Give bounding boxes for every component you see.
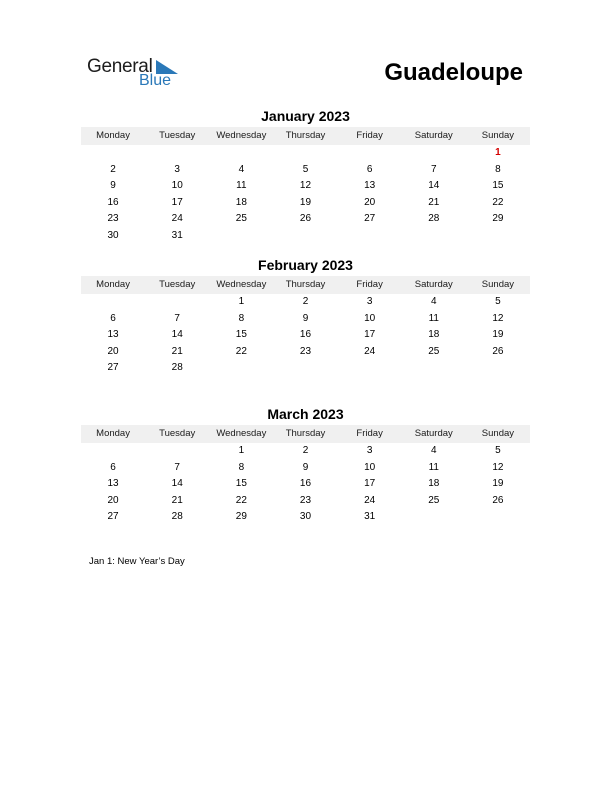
empty-day-cell (466, 509, 530, 526)
day-cell: 17 (171, 196, 183, 208)
weekday-header: Thursday (285, 428, 326, 439)
day-cell: 5 (302, 163, 309, 175)
day-cell: 30 (299, 511, 312, 523)
day-cell: 12 (492, 312, 504, 324)
empty-day-cell (402, 228, 466, 245)
logo-text-blue: Blue (139, 72, 172, 89)
weeks-grid (81, 294, 530, 377)
country-title: Guadeloupe (384, 59, 523, 86)
weekday-header: Monday (96, 428, 130, 439)
weekday-header: Thursday (285, 130, 326, 141)
day-cell: 20 (107, 494, 119, 506)
empty-day-cell (466, 228, 530, 245)
day-cell: 18 (428, 329, 440, 341)
weekday-header: Saturday (414, 428, 453, 439)
day-cell: 4 (430, 445, 437, 456)
logo-text-general: General (87, 56, 153, 77)
empty-day-cell (466, 360, 530, 377)
weekday-header: Wednesday (216, 130, 267, 141)
empty-day-cell (338, 360, 402, 377)
day-cell: 9 (110, 180, 116, 192)
day-cell: 18 (235, 196, 247, 208)
week-row (81, 211, 530, 228)
day-cell: 2 (302, 296, 309, 307)
weekday-header: Saturday (414, 279, 453, 290)
weeks-grid (81, 145, 530, 245)
day-cell: 6 (110, 461, 116, 473)
day-cell: 4 (430, 296, 437, 307)
day-cell: 26 (492, 345, 504, 357)
day-cell: 15 (235, 329, 247, 341)
week-row (81, 145, 530, 162)
day-cell: 22 (235, 345, 247, 357)
day-cell: 22 (492, 196, 504, 208)
week-row (81, 493, 530, 510)
day-cell: 9 (302, 312, 309, 324)
day-cell: 1 (238, 296, 245, 307)
week-row (81, 443, 530, 460)
empty-day-cell (402, 360, 466, 377)
day-cell: 23 (299, 494, 312, 506)
day-cell: 20 (364, 196, 376, 208)
empty-day-cell (209, 360, 273, 377)
weekday-header: Friday (356, 428, 383, 439)
weekday-header: Monday (96, 279, 130, 290)
week-row (81, 460, 530, 477)
day-cell: 27 (364, 213, 376, 225)
day-cell: 11 (236, 180, 247, 192)
day-cell: 19 (299, 196, 312, 208)
empty-day-cell (338, 145, 402, 162)
day-cell: 26 (492, 494, 504, 506)
weekday-header-row (81, 425, 530, 443)
day-cell: 8 (238, 312, 245, 324)
week-row (81, 344, 530, 361)
week-row (81, 228, 530, 245)
day-cell: 11 (428, 461, 439, 473)
day-cell: 17 (364, 478, 376, 490)
weekday-header: Wednesday (216, 279, 267, 290)
day-cell: 12 (492, 461, 504, 473)
day-cell: 12 (299, 180, 312, 192)
day-cell: 13 (107, 478, 119, 490)
day-cell: 5 (495, 296, 501, 307)
day-cell: 7 (174, 461, 180, 473)
day-cell: 30 (107, 229, 119, 241)
day-cell: 19 (492, 329, 504, 341)
day-cell: 16 (299, 329, 312, 341)
day-cell: 6 (110, 312, 116, 324)
week-row (81, 476, 530, 493)
day-cell: 21 (171, 345, 183, 357)
empty-day-cell (145, 443, 209, 460)
empty-day-cell (145, 145, 209, 162)
day-cell: 5 (495, 445, 501, 456)
day-cell: 26 (299, 213, 312, 225)
weekday-header: Tuesday (159, 130, 196, 141)
week-row (81, 509, 530, 526)
week-row (81, 294, 530, 311)
day-cell: 15 (235, 478, 247, 490)
empty-day-cell (402, 509, 466, 526)
day-cell: 23 (299, 345, 312, 357)
weekday-header: Friday (356, 130, 383, 141)
weekday-header: Sunday (481, 428, 515, 439)
day-cell: 6 (366, 163, 373, 175)
weekday-header: Sunday (481, 279, 515, 290)
day-cell: 24 (364, 494, 376, 506)
day-cell: 14 (428, 180, 440, 192)
day-cell: 13 (364, 180, 376, 192)
day-cell: 31 (364, 511, 376, 523)
weekday-header: Wednesday (216, 428, 267, 439)
weekday-header-row (81, 127, 530, 145)
month-calendar-february (81, 257, 530, 377)
weekday-header: Monday (96, 130, 130, 141)
empty-day-cell (81, 294, 145, 311)
day-cell: 28 (171, 362, 183, 374)
empty-day-cell (81, 145, 145, 162)
day-cell: 10 (364, 461, 376, 473)
generalblue-logo (87, 56, 187, 92)
day-cell: 19 (492, 478, 504, 490)
day-cell: 29 (492, 213, 504, 225)
empty-day-cell (209, 228, 273, 245)
month-title: February 2023 (258, 257, 353, 273)
day-cell: 10 (364, 312, 376, 324)
day-cell: 11 (428, 312, 439, 324)
empty-day-cell (273, 228, 337, 245)
day-cell: 7 (430, 163, 437, 175)
day-cell: 21 (171, 494, 183, 506)
day-cell: 24 (171, 213, 183, 225)
day-cell: 22 (235, 494, 247, 506)
day-cell: 31 (171, 229, 183, 241)
day-cell: 2 (302, 445, 309, 456)
weekday-header: Saturday (414, 130, 453, 141)
day-cell: 3 (366, 445, 373, 456)
day-cell: 4 (238, 163, 245, 175)
week-row (81, 178, 530, 195)
day-cell: 28 (428, 213, 440, 225)
day-cell: 2 (110, 163, 116, 175)
day-cell: 8 (238, 461, 245, 473)
week-row (81, 311, 530, 328)
weeks-grid (81, 443, 530, 526)
empty-day-cell (209, 145, 273, 162)
day-cell: 13 (107, 329, 119, 341)
weekday-header: Tuesday (159, 279, 196, 290)
day-cell: 3 (366, 296, 373, 307)
day-cell: 29 (235, 511, 247, 523)
weekday-header: Tuesday (159, 428, 196, 439)
day-cell: 25 (428, 494, 440, 506)
day-cell: 1 (238, 445, 245, 456)
month-title: March 2023 (267, 406, 344, 422)
day-cell: 8 (495, 163, 501, 175)
month-title: January 2023 (261, 108, 350, 124)
day-cell: 18 (428, 478, 440, 490)
day-cell: 16 (107, 196, 119, 208)
month-calendar-march (81, 406, 530, 526)
empty-day-cell (402, 145, 466, 162)
empty-day-cell (273, 145, 337, 162)
day-cell: 14 (171, 478, 183, 490)
day-cell: 10 (171, 180, 183, 192)
day-cell: 15 (492, 180, 504, 192)
week-row (81, 360, 530, 377)
day-cell: 7 (174, 312, 180, 324)
weekday-header: Friday (356, 279, 383, 290)
weekday-header-row (81, 276, 530, 294)
day-cell: 20 (107, 345, 119, 357)
day-cell: 9 (302, 461, 309, 473)
day-cell: 16 (299, 478, 312, 490)
holiday-note: Jan 1: New Year’s Day (89, 556, 185, 567)
empty-day-cell (81, 443, 145, 460)
weekday-header: Thursday (285, 279, 326, 290)
month-calendar-january (81, 108, 530, 245)
week-row (81, 162, 530, 179)
day-cell: 23 (107, 213, 119, 225)
week-row (81, 327, 530, 344)
day-cell: 24 (364, 345, 376, 357)
empty-day-cell (145, 294, 209, 311)
day-cell: 27 (107, 362, 119, 374)
day-cell: 14 (171, 329, 183, 341)
week-row (81, 195, 530, 212)
day-cell: 28 (171, 511, 183, 523)
day-cell: 27 (107, 511, 119, 523)
empty-day-cell (338, 228, 402, 245)
day-cell: 21 (428, 196, 440, 208)
day-cell: 17 (364, 329, 376, 341)
day-cell: 25 (235, 213, 247, 225)
day-cell: 3 (174, 163, 180, 175)
weekday-header: Sunday (481, 130, 515, 141)
empty-day-cell (273, 360, 337, 377)
day-cell: 25 (428, 345, 440, 357)
day-cell: 1 (495, 147, 501, 158)
